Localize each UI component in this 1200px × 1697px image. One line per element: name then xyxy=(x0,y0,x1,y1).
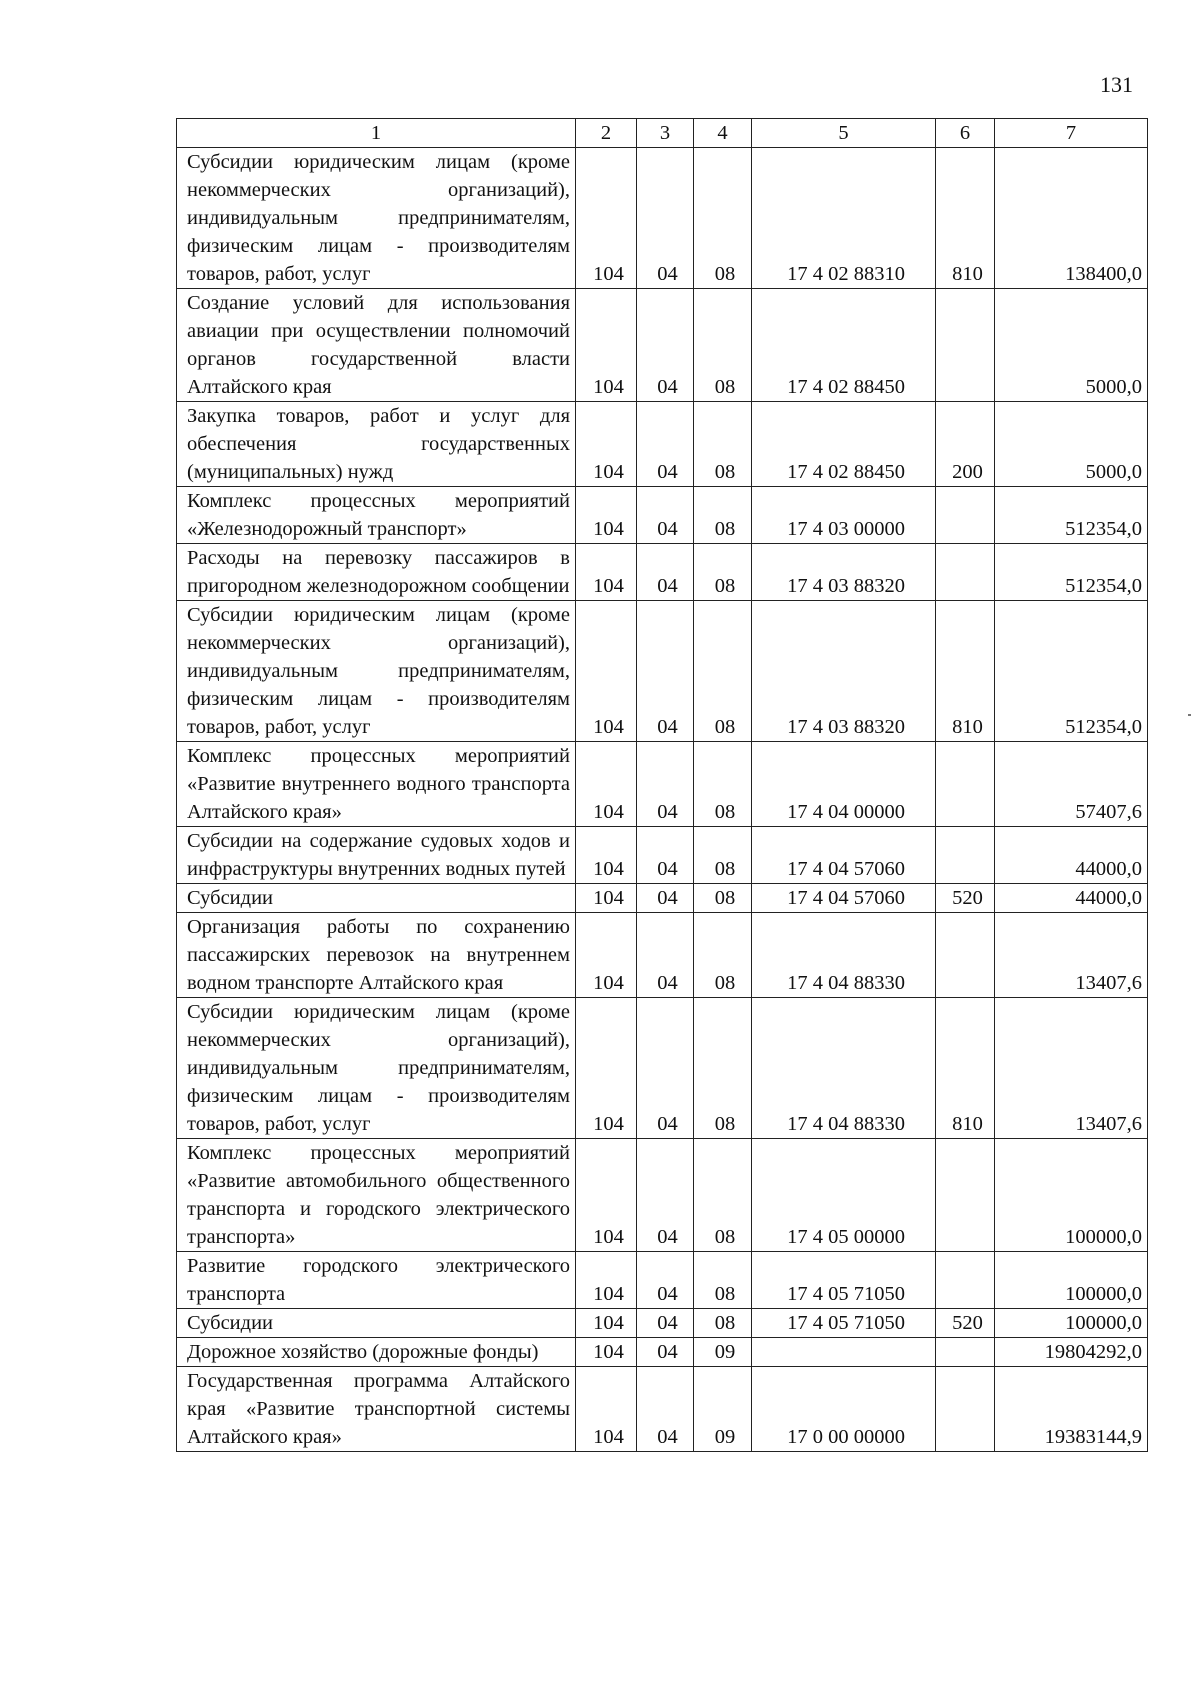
column-header: 1 xyxy=(177,119,576,148)
row-name: Комплекс процессных мероприятий «Железнодорожный транспорт» xyxy=(177,487,576,544)
cell-code-3: 04 xyxy=(637,544,694,601)
cell-amount: 138400,0 xyxy=(995,148,1148,289)
cell-code-3: 04 xyxy=(637,742,694,827)
cell-code-2: 104 xyxy=(576,402,637,487)
cell-amount: 13407,6 xyxy=(995,998,1148,1139)
page-number: 131 xyxy=(1100,72,1133,97)
cell-code-2: 104 xyxy=(576,913,637,998)
cell-code-4: 09 xyxy=(694,1338,752,1367)
cell-target-code xyxy=(752,1338,936,1367)
cell-amount: 19804292,0 xyxy=(995,1338,1148,1367)
row-name: Комплекс процессных мероприятий «Развитие автомобильного общественного транспорта и городского электрического транспорта» xyxy=(177,1139,576,1252)
cell-target-code: 17 4 04 00000 xyxy=(752,742,936,827)
column-header: 7 xyxy=(995,119,1148,148)
row-name: Дорожное хозяйство (дорожные фонды) xyxy=(177,1338,576,1367)
table-row xyxy=(177,1252,1148,1309)
cell-code-3: 04 xyxy=(637,1367,694,1452)
cell-code-4: 08 xyxy=(694,998,752,1139)
table-row xyxy=(177,148,1148,289)
cell-target-code: 17 4 03 00000 xyxy=(752,487,936,544)
cell-code-4: 08 xyxy=(694,913,752,998)
column-header: 6 xyxy=(936,119,995,148)
table-row xyxy=(177,487,1148,544)
table-row xyxy=(177,1139,1148,1252)
cell-expense-type: 520 xyxy=(936,1309,995,1338)
cell-amount: 100000,0 xyxy=(995,1252,1148,1309)
cell-expense-type: 520 xyxy=(936,884,995,913)
cell-code-2: 104 xyxy=(576,1252,637,1309)
cell-expense-type: 200 xyxy=(936,402,995,487)
cell-target-code: 17 4 02 88310 xyxy=(752,148,936,289)
cell-expense-type xyxy=(936,1338,995,1367)
row-name: Субсидии юридическим лицам (кроме некоммерческих организаций), индивидуальным предпринимателям, физическим лицам - производителям товаров, работ, услуг xyxy=(177,148,576,289)
cell-expense-type: 810 xyxy=(936,148,995,289)
cell-target-code: 17 4 02 88450 xyxy=(752,289,936,402)
cell-amount: 100000,0 xyxy=(995,1139,1148,1252)
cell-code-3: 04 xyxy=(637,1252,694,1309)
table-row xyxy=(177,289,1148,402)
cell-code-2: 104 xyxy=(576,1139,637,1252)
cell-code-2: 104 xyxy=(576,487,637,544)
row-name: Субсидии юридическим лицам (кроме некоммерческих организаций), индивидуальным предпринимателям, физическим лицам - производителям товаров, работ, услуг xyxy=(177,998,576,1139)
table-row xyxy=(177,1367,1148,1452)
table-row xyxy=(177,913,1148,998)
table-row xyxy=(177,998,1148,1139)
cell-amount: 5000,0 xyxy=(995,402,1148,487)
cell-code-2: 104 xyxy=(576,998,637,1139)
cell-code-4: 09 xyxy=(694,1367,752,1452)
cell-code-3: 04 xyxy=(637,601,694,742)
cell-code-4: 08 xyxy=(694,884,752,913)
cell-target-code: 17 4 03 88320 xyxy=(752,601,936,742)
cell-code-3: 04 xyxy=(637,402,694,487)
cell-expense-type xyxy=(936,827,995,884)
row-name: Развитие городского электрического транспорта xyxy=(177,1252,576,1309)
column-header: 5 xyxy=(752,119,936,148)
cell-amount: 19383144,9 xyxy=(995,1367,1148,1452)
cell-expense-type: 810 xyxy=(936,998,995,1139)
cell-code-4: 08 xyxy=(694,1309,752,1338)
cell-code-3: 04 xyxy=(637,1139,694,1252)
cell-code-4: 08 xyxy=(694,289,752,402)
cell-code-4: 08 xyxy=(694,827,752,884)
cell-code-3: 04 xyxy=(637,884,694,913)
table-row xyxy=(177,544,1148,601)
cell-code-4: 08 xyxy=(694,1139,752,1252)
cell-expense-type xyxy=(936,544,995,601)
cell-amount: 44000,0 xyxy=(995,827,1148,884)
table-row xyxy=(177,742,1148,827)
cell-code-4: 08 xyxy=(694,1252,752,1309)
cell-code-2: 104 xyxy=(576,1367,637,1452)
cell-amount: 512354,0 xyxy=(995,544,1148,601)
cell-code-3: 04 xyxy=(637,1338,694,1367)
cell-code-2: 104 xyxy=(576,1309,637,1338)
cell-code-2: 104 xyxy=(576,827,637,884)
cell-amount: 100000,0 xyxy=(995,1309,1148,1338)
cell-code-4: 08 xyxy=(694,742,752,827)
table-header-row xyxy=(177,119,1148,148)
cell-amount: 13407,6 xyxy=(995,913,1148,998)
scan-artifact xyxy=(1188,714,1191,716)
cell-code-2: 104 xyxy=(576,289,637,402)
cell-expense-type xyxy=(936,1367,995,1452)
table-row xyxy=(177,402,1148,487)
cell-code-3: 04 xyxy=(637,913,694,998)
cell-target-code: 17 4 05 71050 xyxy=(752,1252,936,1309)
cell-target-code: 17 4 05 71050 xyxy=(752,1309,936,1338)
row-name: Субсидии на содержание судовых ходов и инфраструктуры внутренних водных путей xyxy=(177,827,576,884)
table-row xyxy=(177,1309,1148,1338)
cell-code-4: 08 xyxy=(694,487,752,544)
cell-code-2: 104 xyxy=(576,1338,637,1367)
table-row xyxy=(177,827,1148,884)
cell-code-3: 04 xyxy=(637,1309,694,1338)
table-row xyxy=(177,884,1148,913)
row-name: Субсидии xyxy=(177,1309,576,1338)
cell-expense-type xyxy=(936,913,995,998)
row-name: Субсидии xyxy=(177,884,576,913)
table-row xyxy=(177,1338,1148,1367)
cell-code-4: 08 xyxy=(694,601,752,742)
cell-amount: 57407,6 xyxy=(995,742,1148,827)
cell-target-code: 17 4 03 88320 xyxy=(752,544,936,601)
cell-code-2: 104 xyxy=(576,884,637,913)
row-name: Государственная программа Алтайского края «Развитие транспортной системы Алтайского края» xyxy=(177,1367,576,1452)
cell-code-2: 104 xyxy=(576,544,637,601)
row-name: Создание условий для использования авиации при осуществлении полномочий органов государственной власти Алтайского края xyxy=(177,289,576,402)
cell-code-2: 104 xyxy=(576,601,637,742)
cell-expense-type xyxy=(936,289,995,402)
cell-target-code: 17 4 04 57060 xyxy=(752,827,936,884)
cell-code-4: 08 xyxy=(694,544,752,601)
cell-code-2: 104 xyxy=(576,148,637,289)
row-name: Комплекс процессных мероприятий «Развитие внутреннего водного транспорта Алтайского края» xyxy=(177,742,576,827)
cell-code-3: 04 xyxy=(637,998,694,1139)
cell-code-2: 104 xyxy=(576,742,637,827)
row-name: Организация работы по сохранению пассажирских перевозок на внутреннем водном транспорте Алтайского края xyxy=(177,913,576,998)
cell-amount: 44000,0 xyxy=(995,884,1148,913)
column-header: 2 xyxy=(576,119,637,148)
cell-code-3: 04 xyxy=(637,487,694,544)
cell-code-3: 04 xyxy=(637,148,694,289)
cell-expense-type xyxy=(936,742,995,827)
cell-target-code: 17 4 04 88330 xyxy=(752,913,936,998)
row-name: Закупка товаров, работ и услуг для обеспечения государственных (муниципальных) нужд xyxy=(177,402,576,487)
column-header: 3 xyxy=(637,119,694,148)
column-header: 4 xyxy=(694,119,752,148)
cell-code-3: 04 xyxy=(637,289,694,402)
cell-expense-type xyxy=(936,1139,995,1252)
cell-target-code: 17 4 04 57060 xyxy=(752,884,936,913)
cell-target-code: 17 0 00 00000 xyxy=(752,1367,936,1452)
budget-table xyxy=(176,118,1148,1452)
row-name: Субсидии юридическим лицам (кроме некоммерческих организаций), индивидуальным предпринимателям, физическим лицам - производителям товаров, работ, услуг xyxy=(177,601,576,742)
cell-amount: 512354,0 xyxy=(995,601,1148,742)
cell-code-4: 08 xyxy=(694,402,752,487)
cell-target-code: 17 4 02 88450 xyxy=(752,402,936,487)
cell-amount: 5000,0 xyxy=(995,289,1148,402)
table-row xyxy=(177,601,1148,742)
cell-target-code: 17 4 04 88330 xyxy=(752,998,936,1139)
cell-amount: 512354,0 xyxy=(995,487,1148,544)
cell-expense-type xyxy=(936,487,995,544)
cell-expense-type xyxy=(936,1252,995,1309)
cell-target-code: 17 4 05 00000 xyxy=(752,1139,936,1252)
cell-code-4: 08 xyxy=(694,148,752,289)
cell-expense-type: 810 xyxy=(936,601,995,742)
row-name: Расходы на перевозку пассажиров в пригородном железнодорожном сообщении xyxy=(177,544,576,601)
cell-code-3: 04 xyxy=(637,827,694,884)
